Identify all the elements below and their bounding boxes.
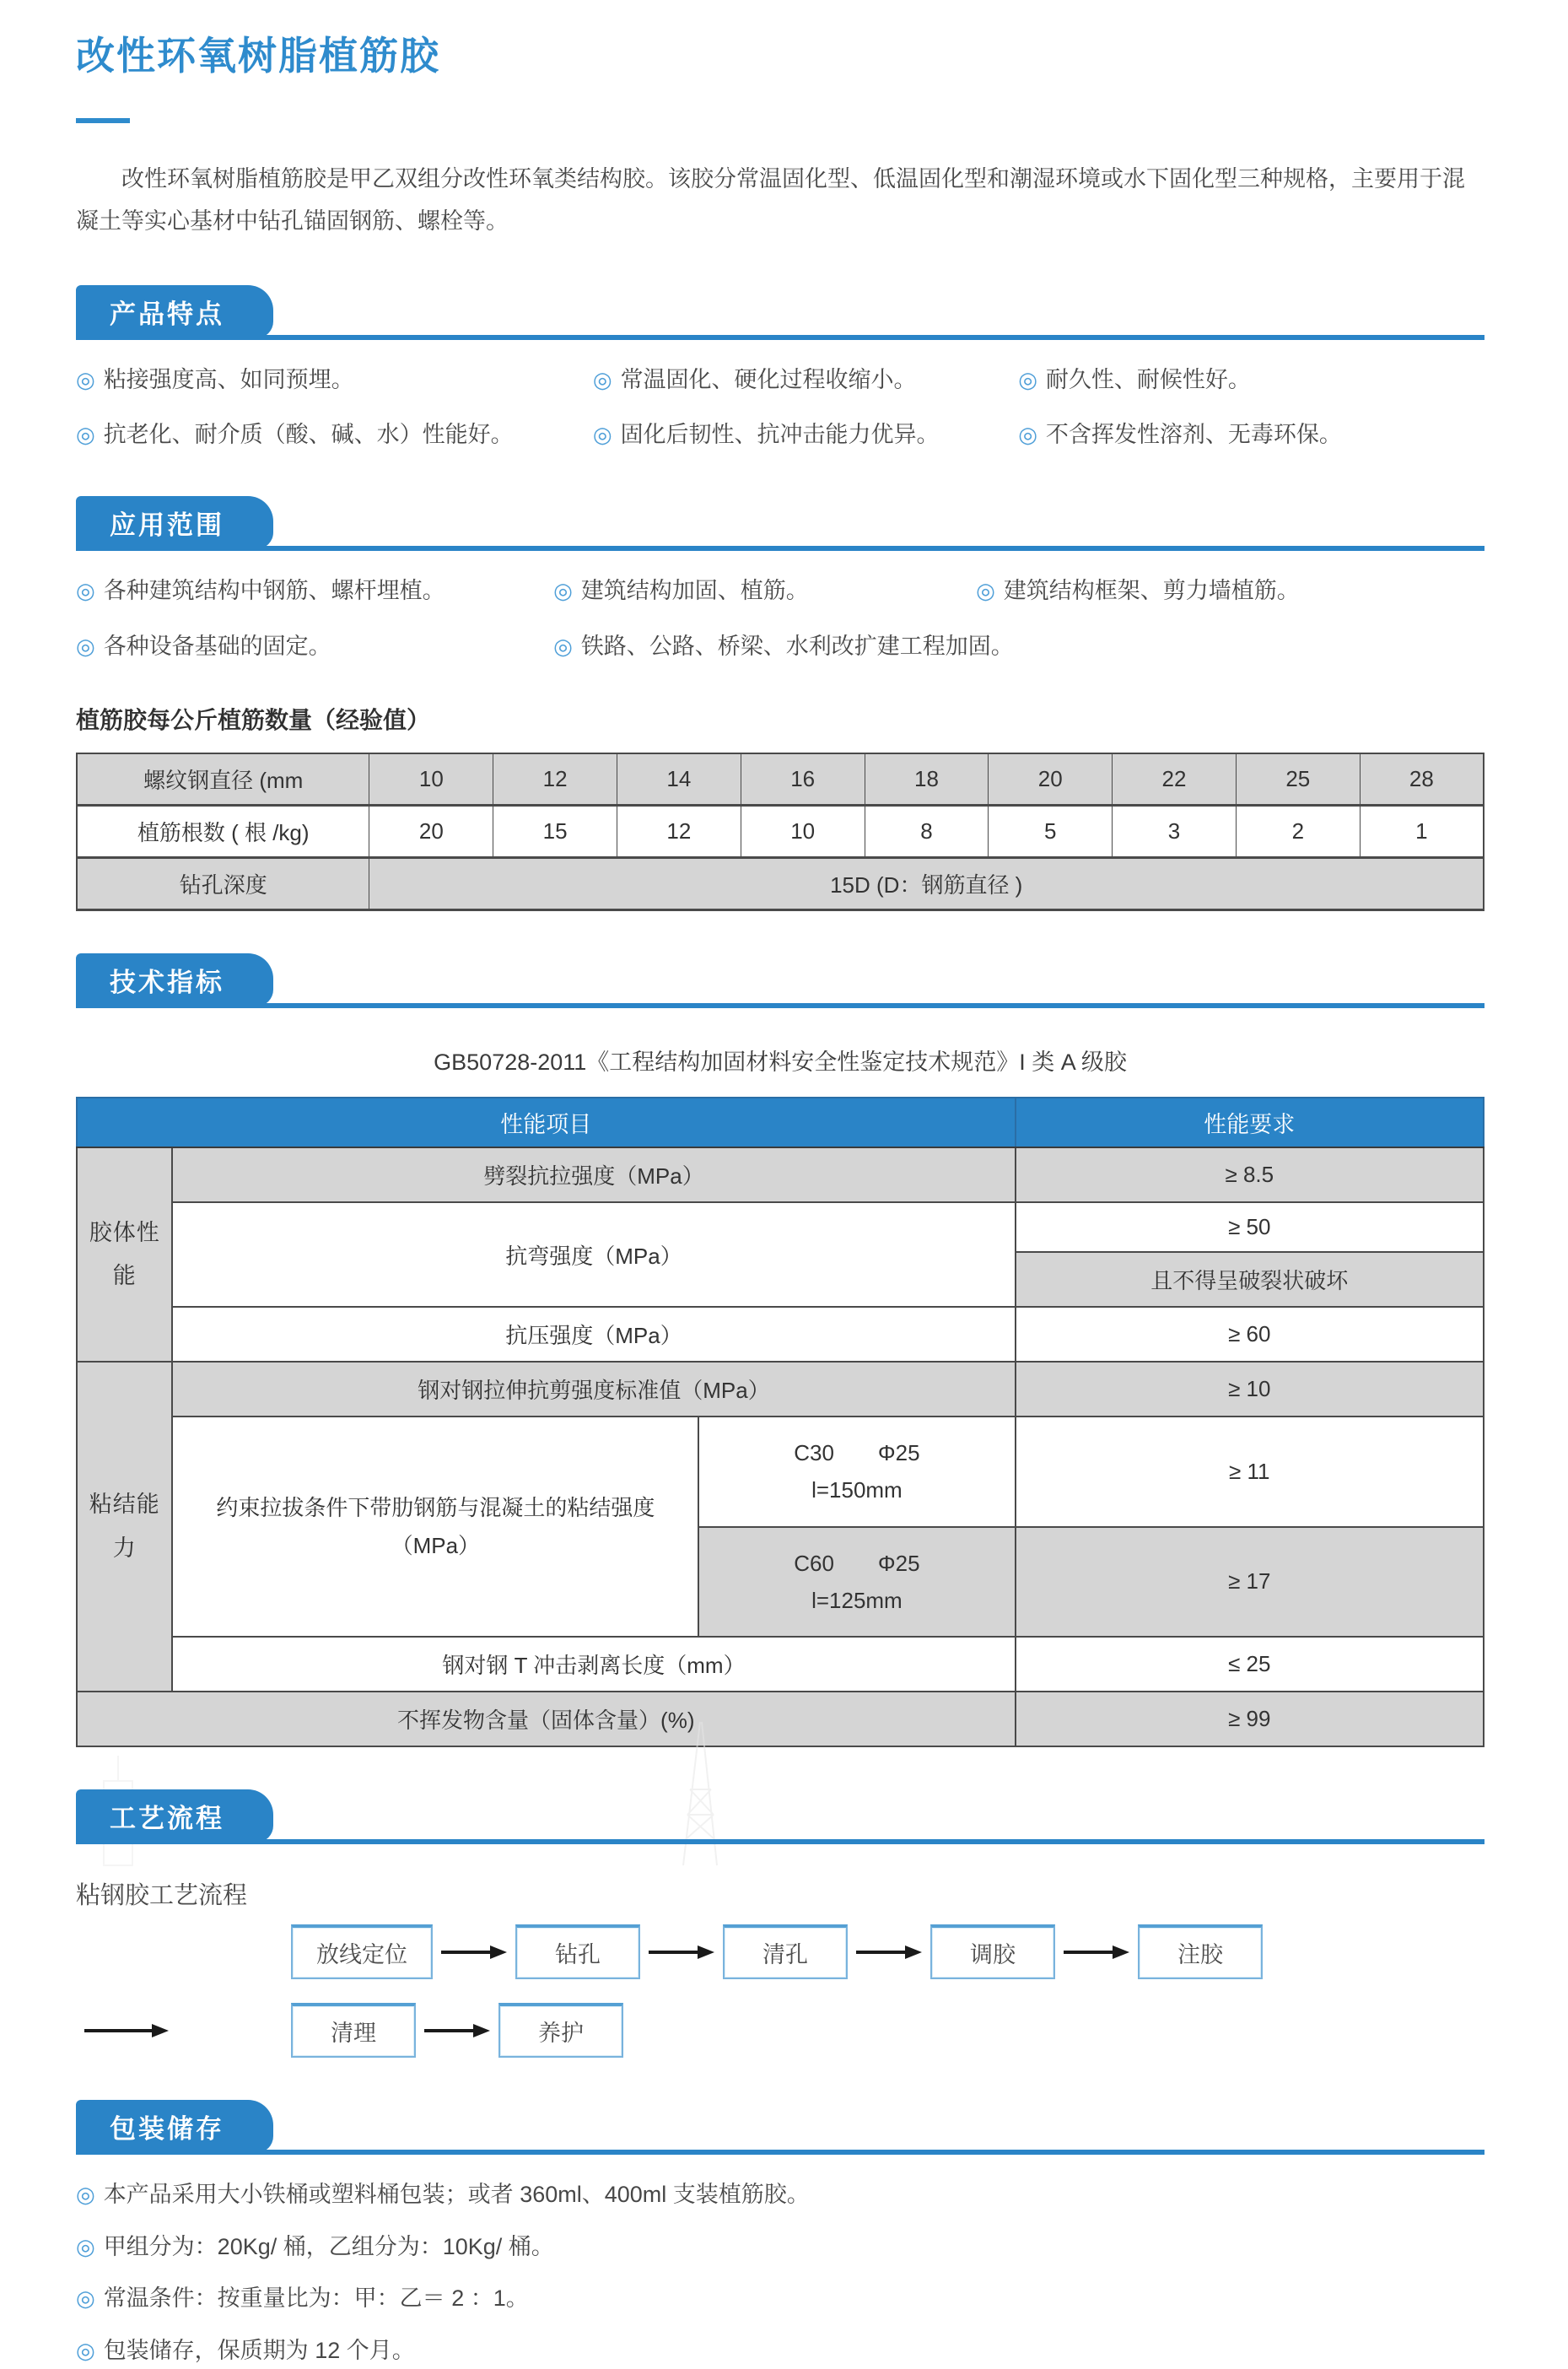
flow-step-box: 养护 [498,2003,623,2058]
table-row: 胶体性能 劈裂抗拉强度（MPa） ≥ 8.5 [77,1147,1484,1202]
section-tab-packaging: 包装储存 [76,2100,273,2153]
flow-step-box: 放线定位 [291,1924,433,1979]
list-item: ◎ 建筑结构加固、植筋。 [553,578,809,605]
table-row: 钻孔深度 15D (D：钢筋直径 ) [77,858,1484,910]
section-header-packaging [76,2100,1484,2155]
bullseye-bullet-icon: ◎ [76,367,95,393]
list-item: ◎ 包装储存，保质期为 12 个月。 [76,2337,415,2364]
section-header-specs [76,953,1484,1008]
list-item: ◎ 常温固化、硬化过程收缩小。 [592,366,917,393]
process-flow-row-2 [76,2003,1484,2058]
table-row: 植筋根数 ( 根 /kg) 20 15 12 10 8 5 3 2 1 [77,806,1484,858]
bullseye-bullet-icon: ◎ [76,2183,95,2208]
section-header-process [76,1789,1484,1844]
process-flow-row-1 [76,1924,1484,1979]
list-item: ◎ 本产品采用大小铁桶或塑料桶包装；或者 360ml、400ml 支装植筋胶。 [76,2182,810,2208]
bullseye-bullet-icon: ◎ [592,423,612,449]
list-item: ◎ 常温条件：按重量比为：甲：乙＝ 2 ：1。 [76,2285,529,2312]
bullseye-bullet-icon: ◎ [1018,423,1037,449]
bullseye-bullet-icon: ◎ [976,579,995,605]
bullseye-bullet-icon: ◎ [76,579,95,605]
process-flow-label: 粘钢胶工艺流程 [76,1882,248,1909]
arrow-right-icon [424,2023,490,2038]
rebar-table-caption: 植筋胶每公斤植筋数量（经验值） [76,707,431,734]
group-label: 胶体性能 [77,1147,172,1362]
flow-step-box: 钻孔 [515,1924,640,1979]
list-item: ◎ 不含挥发性溶剂、无毒环保。 [1018,422,1342,449]
features-list [76,362,1484,454]
packaging-list [76,2177,1484,2369]
list-item: ◎ 各种建筑结构中钢筋、螺杆埋植。 [76,578,445,605]
arrow-right-icon [649,1945,714,1960]
table-row: 钢对钢 T 冲击剥离长度（mm） ≤ 25 [77,1637,1484,1692]
specs-standard-caption: GB50728-2011《工程结构加固材料安全性鉴定技术规范》I 类 A 级胶 [434,1050,1127,1076]
list-item: ◎ 抗老化、耐介质（酸、碱、水）性能好。 [76,422,514,449]
page-title: 改性环氧树脂植筋胶 [76,34,440,78]
list-item: ◎ 耐久性、耐候性好。 [1018,366,1251,393]
specs-table [76,1097,1484,1747]
section-tab-process: 工艺流程 [76,1789,273,1843]
table-row: 粘结能力 钢对钢拉伸抗剪强度标准值（MPa） ≥ 10 [77,1362,1484,1417]
arrow-right-icon [1064,1945,1129,1960]
bullseye-bullet-icon: ◎ [76,2286,95,2312]
flow-step-box: 清孔 [723,1924,848,1979]
section-rule [76,1839,1484,1844]
bullseye-bullet-icon: ◎ [1018,367,1037,393]
list-item: ◎ 建筑结构框架、剪力墙植筋。 [976,578,1300,605]
section-tab-features: 产品特点 [76,285,273,338]
arrow-right-icon [856,1945,922,1960]
flow-step-box: 调胶 [930,1924,1055,1979]
section-tab-specs: 技术指标 [76,953,273,1006]
bullseye-bullet-icon: ◎ [76,423,95,449]
group-label: 粘结能力 [77,1362,172,1692]
list-item: ◎ 甲组分为：20Kg/ 桶，乙组分为：10Kg/ 桶。 [76,2233,554,2260]
flow-step-box: 清理 [291,2003,416,2058]
rebar-quantity-table [76,753,1484,911]
list-item: ◎ 粘接强度高、如同预埋。 [76,366,354,393]
list-item: ◎ 铁路、公路、桥梁、水利改扩建工程加固。 [553,633,1014,660]
section-rule [76,546,1484,551]
row-header: 螺纹钢直径 (mm [77,753,369,806]
section-rule [76,335,1484,340]
section-header-features [76,285,1484,340]
bullseye-bullet-icon: ◎ [76,2338,95,2364]
flow-step-box: 注胶 [1138,1924,1263,1979]
table-row: 且不得呈破裂状破坏 [77,1252,1484,1307]
table-header-row [77,1098,1484,1147]
section-header-applications [76,496,1484,551]
table-row: 抗压强度（MPa） ≥ 60 [77,1307,1484,1362]
table-row: 抗弯强度（MPa） ≥ 50 [77,1202,1484,1252]
table-row: 螺纹钢直径 (mm 10 12 14 16 18 20 22 25 28 [77,753,1484,806]
applications-list [76,573,1484,665]
title-dash-divider [76,118,130,123]
bullseye-bullet-icon: ◎ [553,579,573,605]
bullseye-bullet-icon: ◎ [76,2234,95,2260]
intro-paragraph: 改性环氧树脂植筋胶是甲乙双组分改性环氧类结构胶。该胶分常温固化型、低温固化型和潮湿环境或水下固化型三种规格，主要用于混凝土等实心基材中钻孔锚固钢筋、螺栓等。 [76,166,1465,234]
section-rule [76,2150,1484,2155]
bullseye-bullet-icon: ◎ [553,634,573,660]
bullseye-bullet-icon: ◎ [592,367,612,393]
section-tab-applications: 应用范围 [76,496,273,549]
row-header: 植筋根数 ( 根 /kg) [77,806,369,858]
table-row: 约束拉拔条件下带肋钢筋与混凝土的粘结强度 （MPa） C30 Φ25 l=150mm ≥ 11 [77,1417,1484,1526]
bullseye-bullet-icon: ◎ [76,634,95,660]
column-header: 性能要求 [1016,1098,1484,1147]
column-header: 性能项目 [77,1098,1016,1147]
list-item: ◎ 固化后韧性、抗冲击能力优异。 [592,422,940,449]
table-row: C60 Φ25 l=125mm ≥ 17 [77,1527,1484,1637]
section-rule [76,1003,1484,1008]
list-item: ◎ 各种设备基础的固定。 [76,633,331,660]
table-row: 不挥发物含量（固体含量）(%) ≥ 99 [77,1692,1484,1746]
arrow-right-icon [84,2023,169,2038]
row-header: 钻孔深度 [77,858,369,910]
arrow-right-icon [441,1945,507,1960]
